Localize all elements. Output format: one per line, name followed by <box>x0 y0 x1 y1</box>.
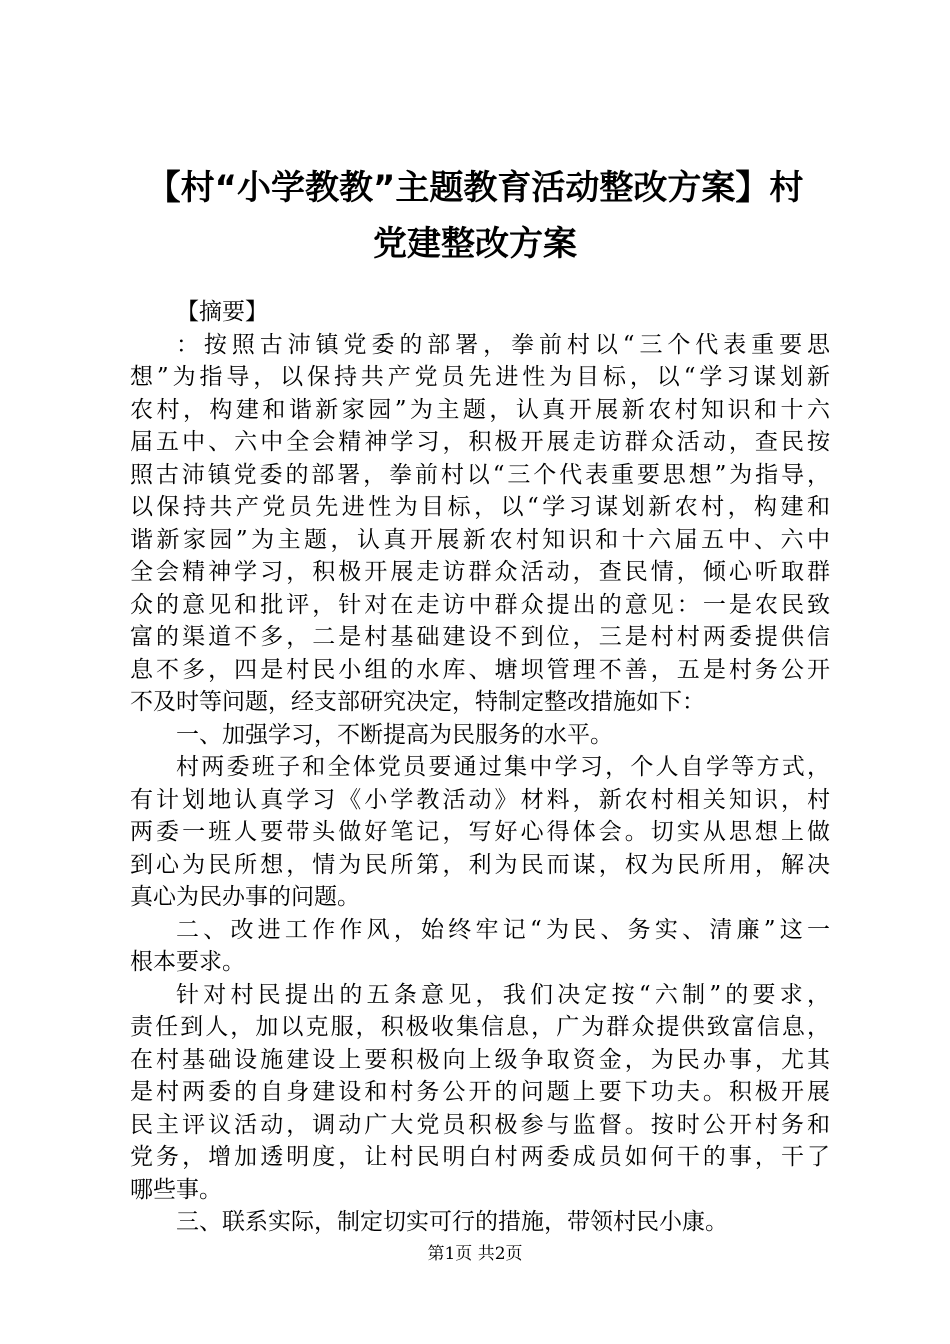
section-1-heading: 一、加强学习，不断提高为民服务的水平。 <box>176 721 613 748</box>
abstract-heading: 【摘要】 <box>176 299 268 325</box>
section-2-line: 责任到人，加以克服，积极收集信息，广为群众提供致富信息， <box>130 1014 830 1040</box>
title-line-1: 【村“小学教教”主题教育活动整改方案】村 <box>146 168 804 208</box>
abstract-line: 届五中、六中全会精神学习，积极开展走访群众活动，查民按 <box>130 429 830 455</box>
section-2-heading-line: 根本要求。 <box>130 949 245 975</box>
section-2-line: 哪些事。 <box>130 1176 222 1203</box>
section-2-heading <box>130 914 830 979</box>
document-body <box>130 296 830 1239</box>
abstract-line: 以保持共产党员先进性为目标，以“学习谋划新农村，构建和 <box>130 494 830 520</box>
section-2-line: 党务，增加透明度，让村民明白村两委成员如何干的事，干了 <box>130 1144 830 1170</box>
section-2-line: 针对村民提出的五条意见，我们决定按“六制”的要求， <box>176 981 830 1008</box>
abstract-line: 众的意见和批评，针对在走访中群众提出的意见：一是农民致 <box>130 591 830 618</box>
page-footer: 第1页 共2页 <box>427 1244 523 1264</box>
abstract-line: 全会精神学习，积极开展走访群众活动，查民情，倾心听取群 <box>130 559 830 585</box>
abstract-line: 照古沛镇党委的部署，拳前村以“三个代表重要思想”为指导， <box>130 461 830 488</box>
abstract-line: 不及时等问题，经支部研究决定，特制定整改措施如下： <box>130 689 705 715</box>
section-3-heading: 三、联系实际，制定切实可行的措施，带领村民小康。 <box>176 1209 728 1235</box>
section-1-line: 真心为民办事的问题。 <box>130 884 360 910</box>
abstract-line: 息不多，四是村民小组的水库、塘坝管理不善，五是村务公开 <box>130 656 830 683</box>
section-1-line: 到心为民所想，情为民所第，利为民而谋，权为民所用，解决 <box>130 851 830 878</box>
section-1-line: 两委一班人要带头做好笔记，写好心得体会。切实从思想上做 <box>130 819 830 845</box>
section-2-heading-line: 二、改进工作作风，始终牢记“为民、务实、清廉”这一 <box>176 916 830 943</box>
section-1-line: 村两委班子和全体党员要通过集中学习，个人自学等方式， <box>176 754 830 780</box>
abstract-line: ：按照古沛镇党委的部署，拳前村以“三个代表重要思 <box>176 331 830 358</box>
abstract-paragraph <box>130 329 830 719</box>
section-2-line: 是村两委的自身建设和村务公开的问题上要下功夫。积极开展 <box>130 1079 830 1105</box>
title-line-2: 党建整改方案 <box>373 224 577 264</box>
section-2-line: 在村基础设施建设上要积极向上级争取资金，为民办事，尤其 <box>130 1046 830 1073</box>
abstract-line: 富的渠道不多，二是村基础建设不到位，三是村村两委提供信 <box>130 624 830 650</box>
abstract-line: 农村，构建和谐新家园”为主题，认真开展新农村知识和十六 <box>130 396 830 423</box>
abstract-line: 谐新家园”为主题，认真开展新农村知识和十六届五中、六中 <box>130 526 830 553</box>
section-2-paragraph <box>130 979 830 1207</box>
document-title <box>100 160 850 272</box>
section-1-paragraph <box>130 751 830 914</box>
section-2-line: 民主评议活动，调动广大党员积极参与监督。按时公开村务和 <box>130 1111 830 1138</box>
abstract-line: 想”为指导，以保持共产党员先进性为目标，以“学习谋划新 <box>130 364 830 390</box>
section-1-line: 有计划地认真学习《小学教活动》材料，新农村相关知识，村 <box>130 786 830 813</box>
